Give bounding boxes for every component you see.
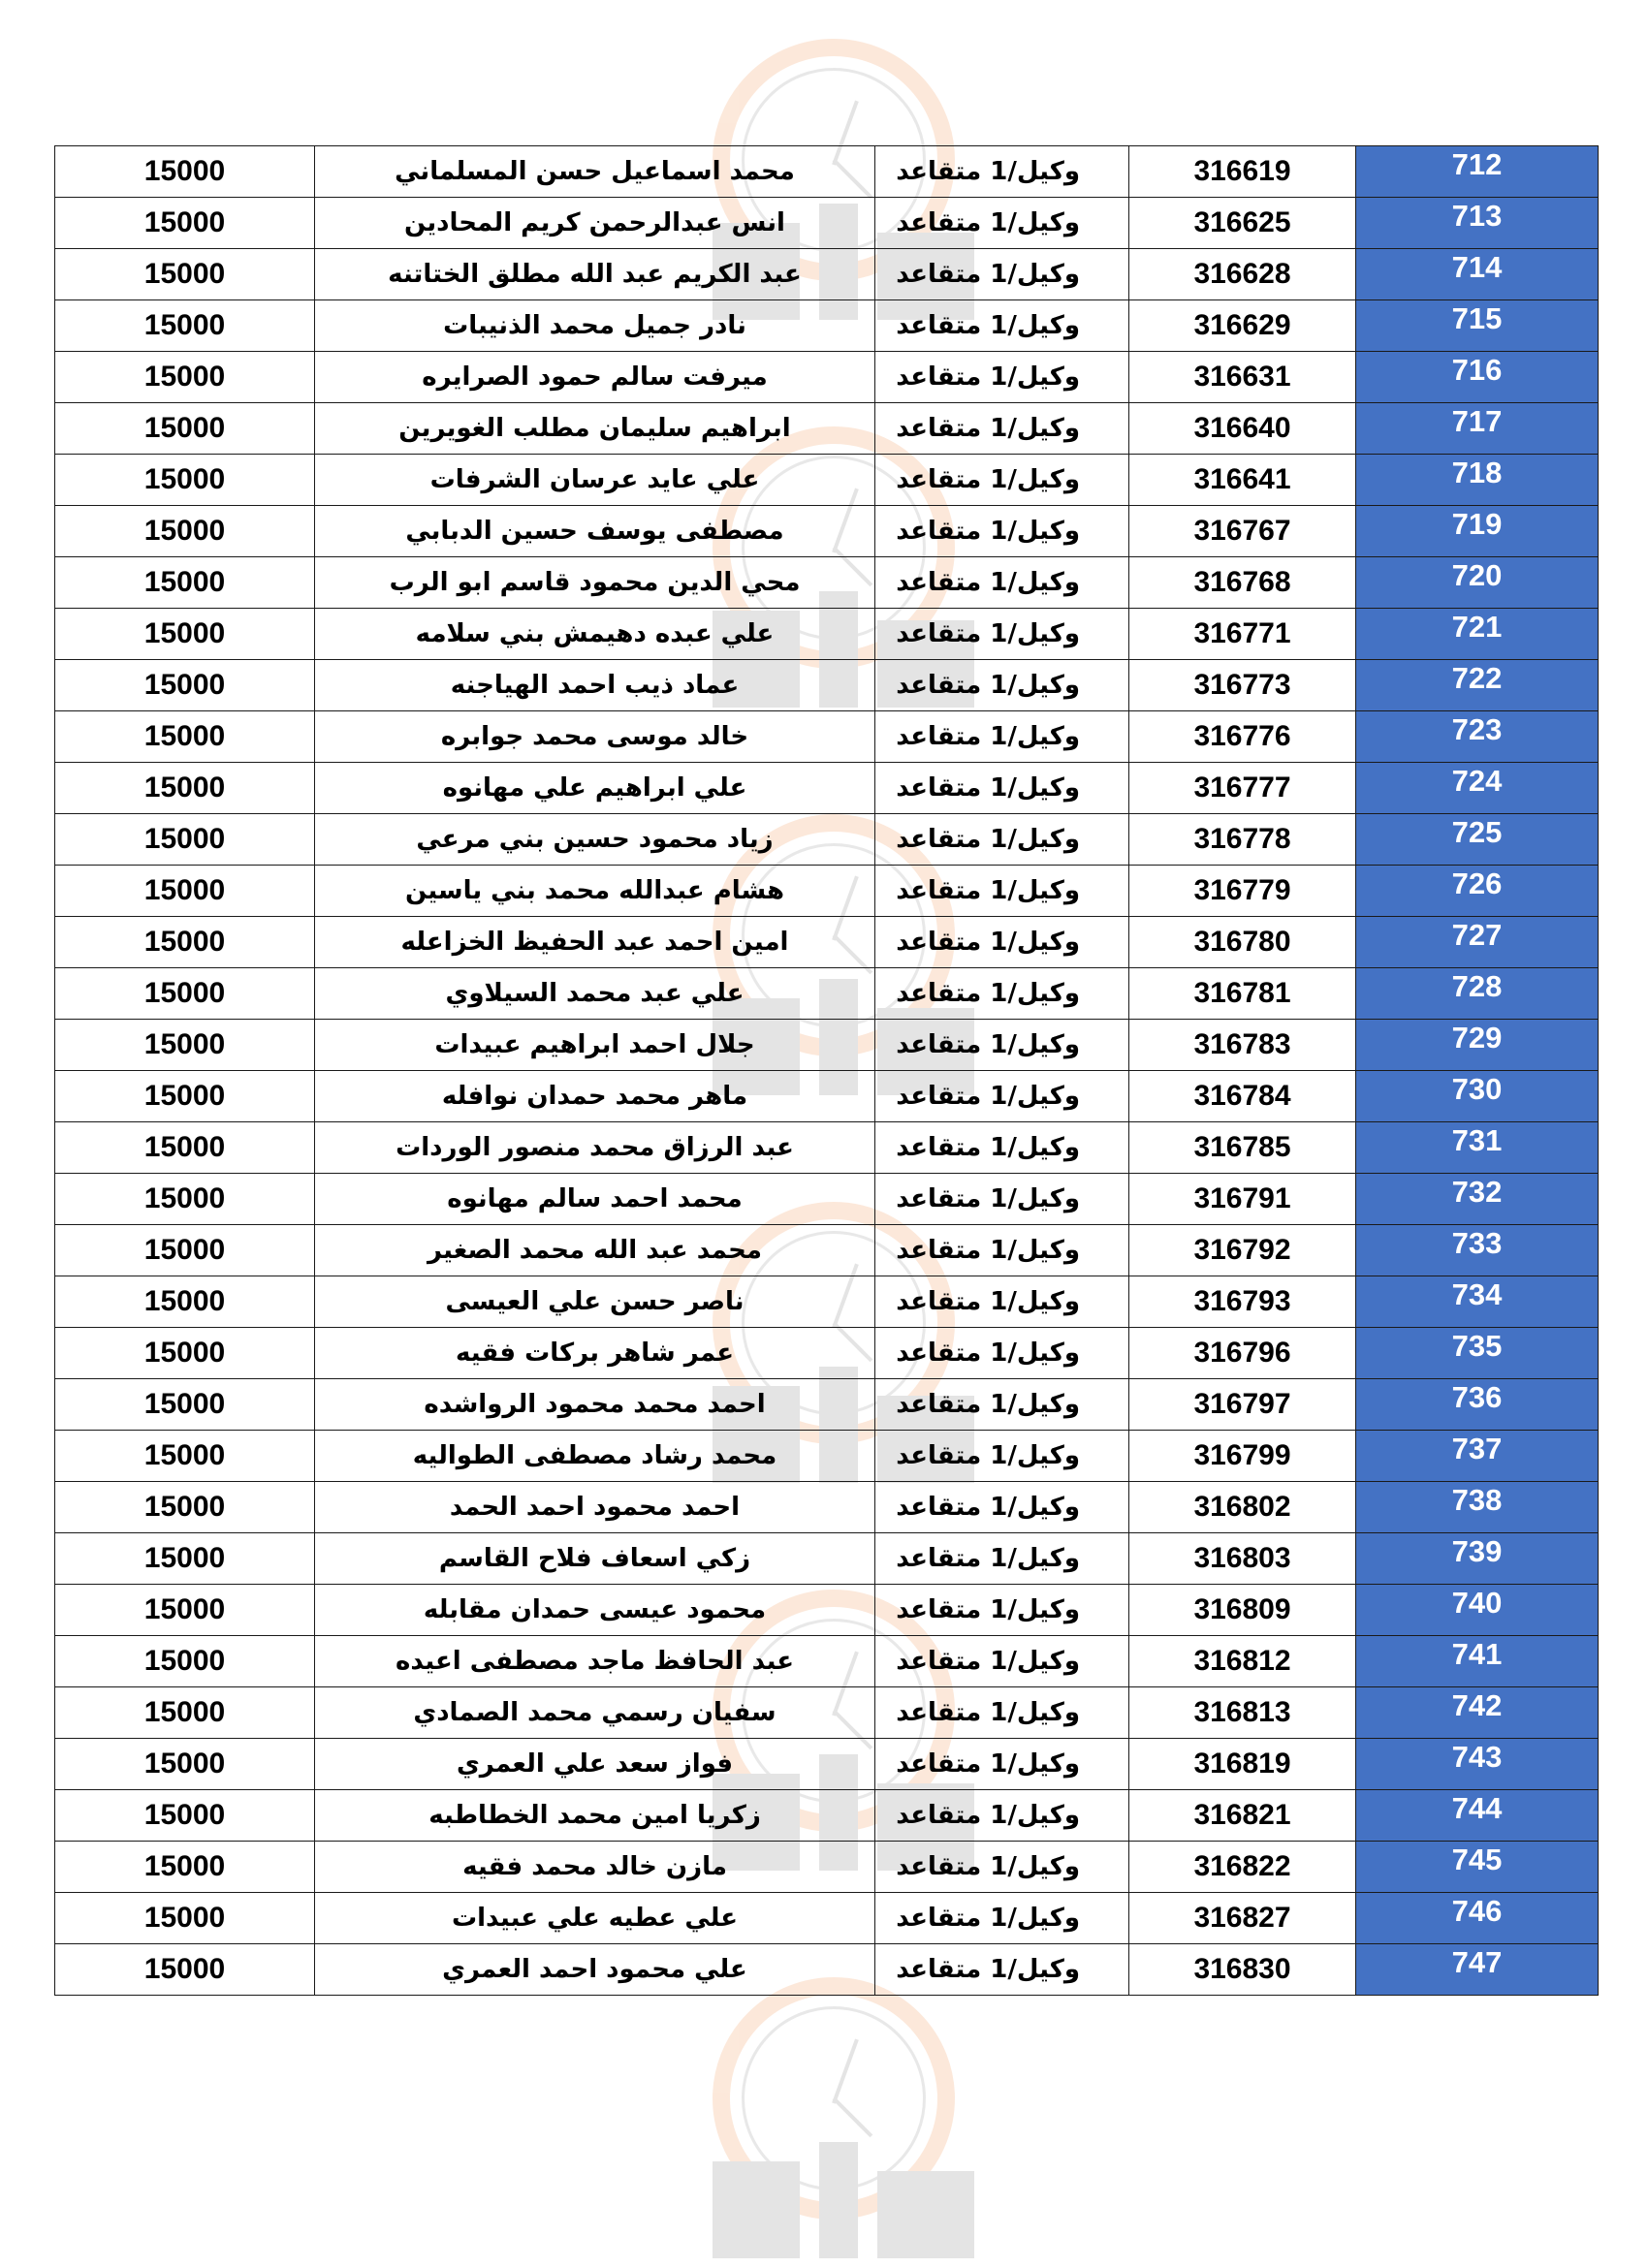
seq-cell: 744 xyxy=(1356,1790,1599,1842)
status-cell: وكيل/1 متقاعد xyxy=(875,917,1129,968)
amount-cell: 15000 xyxy=(55,1585,315,1636)
table-row xyxy=(55,1071,1599,1122)
seq-cell: 730 xyxy=(1356,1071,1599,1122)
status-cell: وكيل/1 متقاعد xyxy=(875,660,1129,711)
name-cell: ميرفت سالم حمود الصرايره xyxy=(315,352,875,403)
amount-cell: 15000 xyxy=(55,1636,315,1687)
name-cell: هشام عبدالله محمد بني ياسين xyxy=(315,866,875,917)
table-row xyxy=(55,660,1599,711)
watermark-logo xyxy=(683,1977,994,2268)
name-cell: مازن خالد محمد فقيه xyxy=(315,1842,875,1893)
id-cell: 316783 xyxy=(1129,1020,1356,1071)
table-row xyxy=(55,814,1599,866)
name-cell: محمد احمد سالم مهانوه xyxy=(315,1174,875,1225)
status-cell: وكيل/1 متقاعد xyxy=(875,1790,1129,1842)
amount-cell: 15000 xyxy=(55,403,315,455)
id-cell: 316625 xyxy=(1129,198,1356,249)
amount-cell: 15000 xyxy=(55,300,315,352)
status-cell: وكيل/1 متقاعد xyxy=(875,249,1129,300)
amount-cell: 15000 xyxy=(55,1944,315,1996)
amount-cell: 15000 xyxy=(55,198,315,249)
id-cell: 316785 xyxy=(1129,1122,1356,1174)
name-cell: مصطفى يوسف حسين الدبابي xyxy=(315,506,875,557)
name-cell: احمد محمود احمد الحمد xyxy=(315,1482,875,1533)
status-cell: وكيل/1 متقاعد xyxy=(875,1122,1129,1174)
id-cell: 316776 xyxy=(1129,711,1356,763)
amount-cell: 15000 xyxy=(55,249,315,300)
amount-cell: 15000 xyxy=(55,1225,315,1276)
table-row xyxy=(55,1790,1599,1842)
id-cell: 316784 xyxy=(1129,1071,1356,1122)
seq-cell: 735 xyxy=(1356,1328,1599,1379)
status-cell: وكيل/1 متقاعد xyxy=(875,403,1129,455)
table-row xyxy=(55,557,1599,609)
id-cell: 316781 xyxy=(1129,968,1356,1020)
id-cell: 316822 xyxy=(1129,1842,1356,1893)
name-cell: فواز سعد علي العمري xyxy=(315,1739,875,1790)
status-cell: وكيل/1 متقاعد xyxy=(875,300,1129,352)
amount-cell: 15000 xyxy=(55,968,315,1020)
seq-cell: 743 xyxy=(1356,1739,1599,1790)
table-row xyxy=(55,1944,1599,1996)
seq-cell: 720 xyxy=(1356,557,1599,609)
status-cell: وكيل/1 متقاعد xyxy=(875,763,1129,814)
status-cell: وكيل/1 متقاعد xyxy=(875,968,1129,1020)
seq-cell: 742 xyxy=(1356,1687,1599,1739)
table-row xyxy=(55,609,1599,660)
table-row xyxy=(55,403,1599,455)
seq-cell: 713 xyxy=(1356,198,1599,249)
seq-cell: 733 xyxy=(1356,1225,1599,1276)
amount-cell: 15000 xyxy=(55,1328,315,1379)
table-row xyxy=(55,198,1599,249)
status-cell: وكيل/1 متقاعد xyxy=(875,1739,1129,1790)
status-cell: وكيل/1 متقاعد xyxy=(875,1636,1129,1687)
table-row xyxy=(55,1842,1599,1893)
seq-cell: 726 xyxy=(1356,866,1599,917)
table-row xyxy=(55,1431,1599,1482)
name-cell: نادر جميل محمد الذنيبات xyxy=(315,300,875,352)
seq-cell: 738 xyxy=(1356,1482,1599,1533)
table-row xyxy=(55,1225,1599,1276)
id-cell: 316797 xyxy=(1129,1379,1356,1431)
table-row xyxy=(55,763,1599,814)
id-cell: 316796 xyxy=(1129,1328,1356,1379)
seq-cell: 723 xyxy=(1356,711,1599,763)
amount-cell: 15000 xyxy=(55,1790,315,1842)
name-cell: محمد اسماعيل حسن المسلماني xyxy=(315,146,875,198)
id-cell: 316803 xyxy=(1129,1533,1356,1585)
status-cell: وكيل/1 متقاعد xyxy=(875,455,1129,506)
table-row xyxy=(55,455,1599,506)
id-cell: 316813 xyxy=(1129,1687,1356,1739)
seq-cell: 728 xyxy=(1356,968,1599,1020)
status-cell: وكيل/1 متقاعد xyxy=(875,1533,1129,1585)
seq-cell: 727 xyxy=(1356,917,1599,968)
seq-cell: 745 xyxy=(1356,1842,1599,1893)
id-cell: 316631 xyxy=(1129,352,1356,403)
name-cell: محمد رشاد مصطفى الطواليه xyxy=(315,1431,875,1482)
name-cell: خالد موسى محمد جوابره xyxy=(315,711,875,763)
seq-cell: 724 xyxy=(1356,763,1599,814)
amount-cell: 15000 xyxy=(55,1071,315,1122)
name-cell: علي عطيه علي عبيدات xyxy=(315,1893,875,1944)
id-cell: 316830 xyxy=(1129,1944,1356,1996)
name-cell: عمر شاهر بركات فقيه xyxy=(315,1328,875,1379)
table-row xyxy=(55,506,1599,557)
table-row xyxy=(55,1276,1599,1328)
seq-cell: 747 xyxy=(1356,1944,1599,1996)
id-cell: 316819 xyxy=(1129,1739,1356,1790)
name-cell: علي عبد محمد السيلاوي xyxy=(315,968,875,1020)
id-cell: 316778 xyxy=(1129,814,1356,866)
id-cell: 316779 xyxy=(1129,866,1356,917)
table-row xyxy=(55,1533,1599,1585)
name-cell: عبد الرزاق محمد منصور الوردات xyxy=(315,1122,875,1174)
name-cell: علي ابراهيم علي مهانوه xyxy=(315,763,875,814)
status-cell: وكيل/1 متقاعد xyxy=(875,557,1129,609)
table-row xyxy=(55,1020,1599,1071)
seq-cell: 712 xyxy=(1356,146,1599,198)
seq-cell: 746 xyxy=(1356,1893,1599,1944)
id-cell: 316640 xyxy=(1129,403,1356,455)
table-row xyxy=(55,917,1599,968)
name-cell: علي محمود احمد العمري xyxy=(315,1944,875,1996)
amount-cell: 15000 xyxy=(55,1533,315,1585)
id-cell: 316767 xyxy=(1129,506,1356,557)
id-cell: 316827 xyxy=(1129,1893,1356,1944)
name-cell: ناصر حسن علي العيسى xyxy=(315,1276,875,1328)
name-cell: زكريا امين محمد الخطاطبه xyxy=(315,1790,875,1842)
id-cell: 316780 xyxy=(1129,917,1356,968)
status-cell: وكيل/1 متقاعد xyxy=(875,609,1129,660)
name-cell: عبد الكريم عبد الله مطلق الختاتنه xyxy=(315,249,875,300)
id-cell: 316628 xyxy=(1129,249,1356,300)
name-cell: زكي اسعاف فلاح القاسم xyxy=(315,1533,875,1585)
name-cell: محمود عيسى حمدان مقابله xyxy=(315,1585,875,1636)
status-cell: وكيل/1 متقاعد xyxy=(875,146,1129,198)
id-cell: 316773 xyxy=(1129,660,1356,711)
seq-cell: 736 xyxy=(1356,1379,1599,1431)
status-cell: وكيل/1 متقاعد xyxy=(875,1225,1129,1276)
amount-cell: 15000 xyxy=(55,146,315,198)
status-cell: وكيل/1 متقاعد xyxy=(875,866,1129,917)
table-row xyxy=(55,1379,1599,1431)
seq-cell: 740 xyxy=(1356,1585,1599,1636)
table-row xyxy=(55,249,1599,300)
table-row xyxy=(55,1687,1599,1739)
id-cell: 316793 xyxy=(1129,1276,1356,1328)
table-row xyxy=(55,146,1599,198)
status-cell: وكيل/1 متقاعد xyxy=(875,814,1129,866)
name-cell: محمد عبد الله محمد الصغير xyxy=(315,1225,875,1276)
name-cell: احمد محمد محمود الرواشده xyxy=(315,1379,875,1431)
status-cell: وكيل/1 متقاعد xyxy=(875,1944,1129,1996)
status-cell: وكيل/1 متقاعد xyxy=(875,506,1129,557)
seq-cell: 716 xyxy=(1356,352,1599,403)
id-cell: 316619 xyxy=(1129,146,1356,198)
amount-cell: 15000 xyxy=(55,455,315,506)
status-cell: وكيل/1 متقاعد xyxy=(875,1893,1129,1944)
amount-cell: 15000 xyxy=(55,917,315,968)
table-row xyxy=(55,1636,1599,1687)
status-cell: وكيل/1 متقاعد xyxy=(875,1842,1129,1893)
table-row xyxy=(55,1482,1599,1533)
id-cell: 316821 xyxy=(1129,1790,1356,1842)
seq-cell: 741 xyxy=(1356,1636,1599,1687)
amount-cell: 15000 xyxy=(55,814,315,866)
id-cell: 316809 xyxy=(1129,1585,1356,1636)
id-cell: 316629 xyxy=(1129,300,1356,352)
status-cell: وكيل/1 متقاعد xyxy=(875,1328,1129,1379)
amount-cell: 15000 xyxy=(55,557,315,609)
seq-cell: 737 xyxy=(1356,1431,1599,1482)
seq-cell: 714 xyxy=(1356,249,1599,300)
id-cell: 316777 xyxy=(1129,763,1356,814)
amount-cell: 15000 xyxy=(55,711,315,763)
seq-cell: 734 xyxy=(1356,1276,1599,1328)
status-cell: وكيل/1 متقاعد xyxy=(875,1020,1129,1071)
status-cell: وكيل/1 متقاعد xyxy=(875,352,1129,403)
beneficiary-table xyxy=(54,145,1599,1996)
seq-cell: 717 xyxy=(1356,403,1599,455)
seq-cell: 731 xyxy=(1356,1122,1599,1174)
seq-cell: 729 xyxy=(1356,1020,1599,1071)
status-cell: وكيل/1 متقاعد xyxy=(875,1687,1129,1739)
amount-cell: 15000 xyxy=(55,1893,315,1944)
seq-cell: 718 xyxy=(1356,455,1599,506)
id-cell: 316812 xyxy=(1129,1636,1356,1687)
name-cell: علي عبده دهيمش بني سلامه xyxy=(315,609,875,660)
name-cell: ماهر محمد حمدان نوافله xyxy=(315,1071,875,1122)
table-row xyxy=(55,1174,1599,1225)
name-cell: انس عبدالرحمن كريم المحادين xyxy=(315,198,875,249)
amount-cell: 15000 xyxy=(55,352,315,403)
seq-cell: 721 xyxy=(1356,609,1599,660)
name-cell: ابراهيم سليمان مطلب الغويرين xyxy=(315,403,875,455)
table-row xyxy=(55,1893,1599,1944)
amount-cell: 15000 xyxy=(55,660,315,711)
seq-cell: 739 xyxy=(1356,1533,1599,1585)
id-cell: 316792 xyxy=(1129,1225,1356,1276)
name-cell: عبد الحافظ ماجد مصطفى اعيده xyxy=(315,1636,875,1687)
status-cell: وكيل/1 متقاعد xyxy=(875,1431,1129,1482)
seq-cell: 715 xyxy=(1356,300,1599,352)
name-cell: محي الدين محمود قاسم ابو الرب xyxy=(315,557,875,609)
name-cell: زياد محمود حسين بني مرعي xyxy=(315,814,875,866)
seq-cell: 719 xyxy=(1356,506,1599,557)
table-row xyxy=(55,1122,1599,1174)
amount-cell: 15000 xyxy=(55,609,315,660)
status-cell: وكيل/1 متقاعد xyxy=(875,1482,1129,1533)
amount-cell: 15000 xyxy=(55,763,315,814)
status-cell: وكيل/1 متقاعد xyxy=(875,1071,1129,1122)
amount-cell: 15000 xyxy=(55,1379,315,1431)
seq-cell: 722 xyxy=(1356,660,1599,711)
amount-cell: 15000 xyxy=(55,1174,315,1225)
table-row xyxy=(55,1328,1599,1379)
table-row xyxy=(55,352,1599,403)
amount-cell: 15000 xyxy=(55,1482,315,1533)
name-cell: سفيان رسمي محمد الصمادي xyxy=(315,1687,875,1739)
id-cell: 316791 xyxy=(1129,1174,1356,1225)
table-row xyxy=(55,1739,1599,1790)
amount-cell: 15000 xyxy=(55,1687,315,1739)
amount-cell: 15000 xyxy=(55,1739,315,1790)
status-cell: وكيل/1 متقاعد xyxy=(875,1276,1129,1328)
table-row xyxy=(55,866,1599,917)
amount-cell: 15000 xyxy=(55,1431,315,1482)
id-cell: 316641 xyxy=(1129,455,1356,506)
table-row xyxy=(55,711,1599,763)
status-cell: وكيل/1 متقاعد xyxy=(875,1585,1129,1636)
amount-cell: 15000 xyxy=(55,866,315,917)
id-cell: 316768 xyxy=(1129,557,1356,609)
status-cell: وكيل/1 متقاعد xyxy=(875,711,1129,763)
table-row xyxy=(55,300,1599,352)
status-cell: وكيل/1 متقاعد xyxy=(875,1174,1129,1225)
name-cell: جلال احمد ابراهيم عبيدات xyxy=(315,1020,875,1071)
table-row xyxy=(55,1585,1599,1636)
seq-cell: 725 xyxy=(1356,814,1599,866)
status-cell: وكيل/1 متقاعد xyxy=(875,198,1129,249)
amount-cell: 15000 xyxy=(55,1020,315,1071)
name-cell: عماد ذيب احمد الهياجنه xyxy=(315,660,875,711)
table-body xyxy=(55,146,1599,1996)
name-cell: امين احمد عبد الحفيظ الخزاعله xyxy=(315,917,875,968)
id-cell: 316799 xyxy=(1129,1431,1356,1482)
amount-cell: 15000 xyxy=(55,506,315,557)
amount-cell: 15000 xyxy=(55,1842,315,1893)
status-cell: وكيل/1 متقاعد xyxy=(875,1379,1129,1431)
id-cell: 316802 xyxy=(1129,1482,1356,1533)
name-cell: علي عايد عرسان الشرفات xyxy=(315,455,875,506)
amount-cell: 15000 xyxy=(55,1276,315,1328)
seq-cell: 732 xyxy=(1356,1174,1599,1225)
id-cell: 316771 xyxy=(1129,609,1356,660)
amount-cell: 15000 xyxy=(55,1122,315,1174)
table-row xyxy=(55,968,1599,1020)
